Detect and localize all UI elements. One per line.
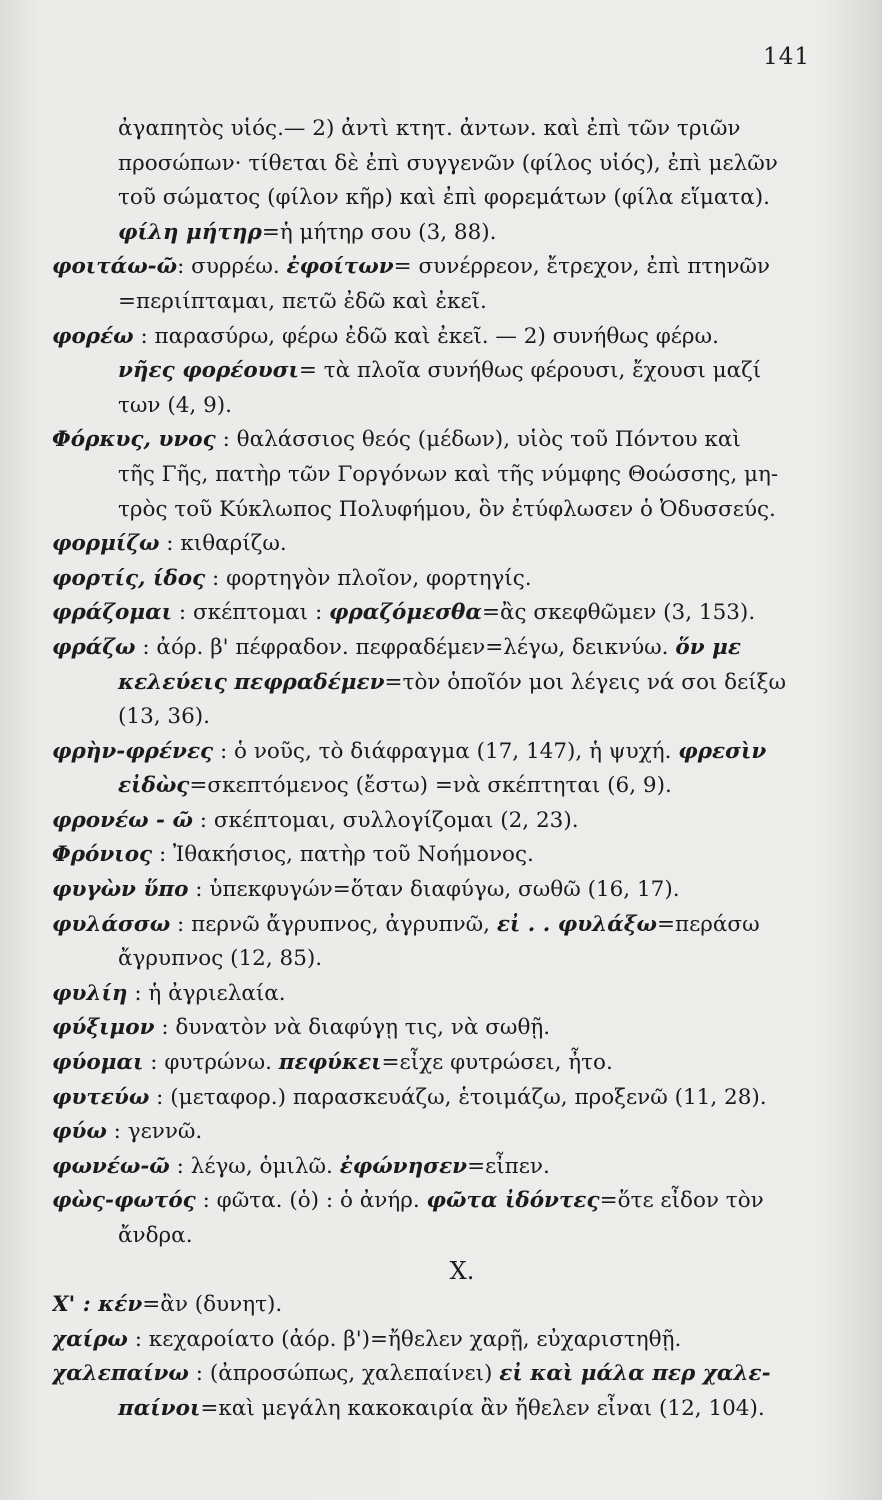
definition-text: : σκέπτομαι :: [172, 600, 330, 626]
headword: φραζόμεσθα: [329, 600, 482, 626]
definition-text: : κεχαροίατο (ἀόρ. β')=ἤθελεν χαρῇ, εὐχαριστηθῇ.: [127, 1326, 682, 1352]
entry-continuation-line: [52, 942, 832, 977]
definition-text: : φυτρώνω.: [143, 1050, 279, 1076]
definition-text: : ἀόρ. β' πέφραδον. πεφραδέμεν=λέγω, δεικνύω.: [135, 634, 676, 660]
definition-text: = συνέρρεον, ἔτρεχον, ἐπὶ πτηνῶν: [393, 254, 770, 280]
headword: παίνοι: [118, 1395, 201, 1421]
entry-line: [52, 735, 832, 770]
headword: φρεσὶν: [678, 738, 767, 764]
definition-text: : δυνατὸν νὰ διαφύγῃ τις, νὰ σωθῇ.: [154, 1015, 551, 1041]
headword: ὅν με: [675, 634, 741, 660]
definition-text: : φῶτα. (ὁ) : ὁ ἀνήρ.: [195, 1188, 427, 1214]
entry-continuation-line: [52, 389, 832, 424]
entry-line: [52, 804, 832, 839]
definition-text: : σκέπτομαι, συλλογίζομαι (2, 23).: [192, 807, 579, 833]
headword: φύομαι: [52, 1050, 144, 1076]
definition-text: ἄνδρα.: [118, 1223, 193, 1248]
entry-continuation-line: [52, 458, 832, 493]
definition-text: : περνῶ ἄγρυπνος, ἀγρυπνῶ,: [170, 911, 497, 937]
entry-line: [52, 1357, 832, 1392]
definition-text: =ἂν (δυνητ).: [142, 1292, 283, 1318]
entry-continuation-line: [52, 147, 832, 182]
headword: εἰ καὶ μάλα περ χαλε-: [499, 1361, 771, 1387]
headword: φυλίη: [52, 980, 128, 1006]
definition-text: : συρρέω.: [177, 254, 287, 280]
entry-line: [52, 596, 832, 631]
definition-text: =σκεπτόμενος (ἔστω) =νὰ σκέπτηται (6, 9).: [189, 773, 672, 799]
entry-continuation-line: [52, 493, 832, 528]
entry-line: [52, 1323, 832, 1358]
definition-text: =καὶ μεγάλη κακοκαιρία ἂν ἤθελεν εἶναι (12, 104).: [200, 1395, 765, 1421]
definition-text: : Ἰθακήσιος, πατὴρ τοῦ Νοήμονος.: [152, 842, 534, 868]
definition-text: τῆς Γῆς, πατὴρ τῶν Γοργόνων καὶ τῆς νύμφης Θοώσσης, μη-: [118, 461, 779, 487]
definition-text: προσώπων· τίθεται δὲ ἐπὶ συγγενῶν (φίλος υἱός), ἐπὶ μελῶν: [118, 150, 778, 176]
entry-line: [52, 1184, 832, 1219]
section-heading: X.: [449, 1256, 475, 1285]
headword: εἰ . . φυλάξω: [496, 911, 657, 937]
entry-line: [52, 908, 832, 943]
headword: φυγὼν ὕπο: [52, 877, 189, 903]
definition-text: : ὑπεκφυγών=ὅταν διαφύγω, σωθῶ (16, 17).: [188, 877, 680, 903]
headword: φράζω: [52, 634, 136, 660]
page-number: 141: [763, 44, 810, 70]
headword: φρὴν-φρένες: [52, 738, 214, 764]
entry-line: [52, 562, 832, 597]
definition-text: =ὅτε εἶδον τὸν: [599, 1188, 764, 1214]
entry-line: [52, 1288, 832, 1323]
headword: φορμίζω: [52, 531, 160, 557]
entry-continuation-line: [52, 1219, 832, 1254]
headword: Φόρκυς, υνος: [52, 427, 216, 453]
headword: φῶτα ἰδόντες: [426, 1188, 600, 1214]
headword: φωνέω-ῶ: [52, 1153, 170, 1179]
entry-continuation-line: [52, 285, 832, 320]
headword: φρονέω - ῶ: [52, 807, 193, 833]
entry-line: [52, 838, 832, 873]
headword: φυτεύω: [52, 1084, 150, 1110]
definition-text: : (ἀπροσώπως, χαλεπαίνει): [188, 1361, 500, 1387]
headword: ἐφοίτων: [286, 254, 394, 280]
definition-text: = τὰ πλοῖα συνήθως φέρουσι, ἔχουσι μαζί: [298, 358, 762, 384]
entry-line: [52, 977, 832, 1012]
entry-line: [52, 423, 832, 458]
definition-text: =εἶπεν.: [467, 1153, 550, 1179]
entry-line: [52, 1081, 832, 1116]
definition-text: =τὸν ὁποῖόν μοι λέγεις νά σοι δείξω: [384, 669, 787, 695]
headword: φύω: [52, 1119, 107, 1145]
entry-continuation-line: [52, 216, 832, 251]
entry-line: [52, 631, 832, 666]
entry-line: [52, 1150, 832, 1185]
entry-continuation-line: [52, 354, 832, 389]
entry-continuation-line: [52, 700, 832, 735]
definition-text: =ἡ μήτηρ σου (3, 88).: [261, 219, 497, 245]
glossary-entries: [52, 112, 832, 1427]
headword: φορέω: [52, 323, 134, 349]
definition-text: : ὁ νοῦς, τὸ διάφραγμα (17, 147), ἡ ψυχή.: [213, 738, 679, 764]
definition-text: ἀγαπητὸς υἱός.— 2) ἀντὶ κτητ. ἀντων. καὶ ἐπὶ τῶν τριῶν: [118, 116, 741, 141]
headword: ἐφώνησεν: [339, 1153, 468, 1179]
definition-text: : γεννῶ.: [106, 1119, 203, 1145]
entry-line: [52, 250, 832, 285]
entry-line: [52, 1046, 832, 1081]
headword: φοιτάω-ῶ: [52, 254, 178, 280]
definition-text: =εἶχε φυτρώσει, ἦτο.: [381, 1050, 613, 1076]
entry-continuation-line: [52, 181, 832, 216]
definition-text: : παρασύρω, φέρω ἐδῶ καὶ ἐκεῖ. — 2) συνήθως φέρω.: [133, 323, 719, 349]
entry-continuation-line: [52, 1392, 832, 1427]
headword: κελεύεις πεφραδέμεν: [118, 669, 385, 695]
definition-text: τρὸς τοῦ Κύκλωπος Πολυφήμου, ὃν ἐτύφλωσεν ὁ Ὀδυσσεύς.: [118, 496, 776, 522]
headword: φορτίς, ίδος: [52, 565, 206, 591]
headword: χαλεπαίνω: [52, 1361, 189, 1387]
headword: χαίρω: [52, 1326, 128, 1352]
headword: πεφύκει: [278, 1050, 382, 1076]
definition-text: : θαλάσσιος θεός (μέδων), υἱὸς τοῦ Πόντου καὶ: [215, 427, 741, 453]
headword: νῆες φορέουσι: [118, 358, 299, 384]
entry-line: [52, 527, 832, 562]
headword: φυλάσσω: [52, 911, 171, 937]
definition-text: : ἡ ἀγριελαία.: [127, 980, 286, 1006]
entry-line: [52, 1115, 832, 1150]
headword: φίλη μήτηρ: [118, 219, 262, 245]
definition-text: ἄγρυπνος (12, 85).: [118, 946, 323, 972]
definition-text: =ἂς σκεφθῶμεν (3, 153).: [481, 600, 756, 626]
headword: Φρόνιος: [52, 842, 153, 868]
headword: εἰδὼς: [118, 773, 190, 799]
entry-continuation-line: [52, 769, 832, 804]
entry-continuation-line: [52, 112, 832, 147]
headword: φύξιμον: [52, 1015, 155, 1041]
definition-text: : φορτηγὸν πλοῖον, φορτηγίς.: [205, 565, 532, 591]
entry-line: [52, 1011, 832, 1046]
headword: Χ' : κέν: [52, 1292, 143, 1318]
definition-text: : κιθαρίζω.: [159, 531, 287, 557]
definition-text: (13, 36).: [118, 704, 210, 730]
definition-text: : (μεταφορ.) παρασκευάζω, ἑτοιμάζω, προξενῶ (11, 28).: [149, 1084, 767, 1110]
definition-text: : λέγω, ὁμιλῶ.: [169, 1153, 340, 1179]
entry-continuation-line: [52, 666, 832, 701]
headword: φὼς-φωτός: [52, 1188, 196, 1214]
entry-line: [52, 320, 832, 355]
definition-text: των (4, 9).: [118, 392, 232, 418]
entry-line: [52, 873, 832, 908]
definition-text: =περάσω: [656, 911, 760, 937]
definition-text: τοῦ σώματος (φίλον κῆρ) καὶ ἐπὶ φορεμάτων (φίλα εἵματα).: [118, 185, 770, 211]
definition-text: =περιίπταμαι, πετῶ ἐδῶ καὶ ἐκεῖ.: [118, 288, 487, 314]
headword: φράζομαι: [52, 600, 173, 626]
